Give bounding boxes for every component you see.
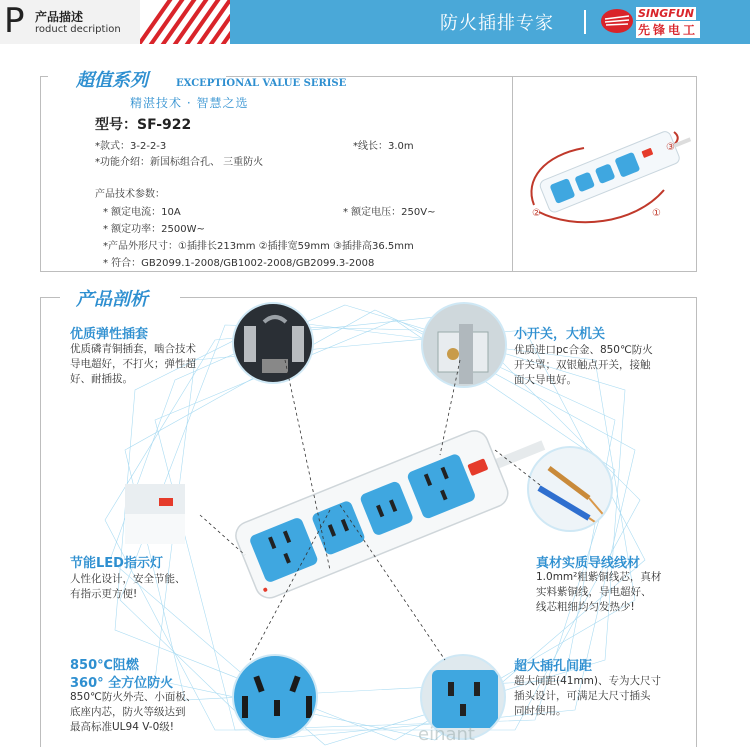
spec-divider: [512, 76, 513, 272]
page-header: [0, 0, 750, 44]
feature-4-title: 真材实质导线线材: [536, 556, 641, 571]
brand-name-en: SINGFUN: [638, 7, 694, 20]
spec-function: *功能介绍：新国标组合孔、 三重防火: [95, 157, 264, 168]
brand-logo: [600, 7, 740, 37]
section-title-cn: 产品描述: [35, 10, 84, 24]
feature-6-text: 超大间距(41mm)、专为大尺寸 插头设计，可满足大尺寸插头 同时使用。: [514, 675, 662, 717]
product-dimension-image: [514, 110, 696, 260]
brand-name-cn: 先锋电工: [638, 23, 699, 37]
spec-params-title: 产品技术参数：: [95, 189, 165, 200]
series-title: 超值系列: [76, 70, 148, 91]
dim-label-3: ③: [666, 142, 675, 153]
header-divider: [584, 10, 586, 34]
dim-label-2: ②: [532, 208, 541, 219]
header-stripes: [140, 0, 230, 44]
feature-2-title: 小开关，大机关: [514, 327, 606, 342]
section-label: [0, 0, 140, 44]
feature-1-text: 优质磷青铜插套，啮合技术 导电超好，不打火；弹性超 好、耐插拔。: [70, 343, 196, 385]
spec-standard: * 符合：GB2099.1-2008/GB1002-2008/GB2099.3-2008: [103, 258, 375, 269]
spec-power: * 额定功率：2500W~: [103, 224, 205, 235]
highlights-title: 产品剖析: [76, 289, 148, 310]
feature-3-title: 节能LED指示灯: [70, 556, 163, 571]
series-title-en: EXCEPTIONAL VALUE SERISE: [176, 78, 347, 89]
dim-label-1: ①: [652, 208, 661, 219]
led-closeup-image: [125, 484, 185, 544]
feature-6-title: 超大插孔间距: [514, 659, 593, 674]
feature-5-title: 850℃阻燃: [70, 658, 139, 673]
spec-size: *产品外形尺寸：①插排长213mm ②插排宽59mm ③插排高36.5mm: [103, 241, 414, 252]
section-title-en: roduct decription: [35, 24, 121, 35]
spec-voltage: * 额定电压：250V~: [343, 207, 436, 218]
model-number: 型号：SF-922: [95, 117, 192, 133]
brand-logo-icon: [600, 7, 634, 35]
feature-3-text: 人性化设计，安全节能、 有指示更方便!: [70, 573, 186, 600]
header-slogan: 防火插排专家: [440, 13, 554, 34]
watermark: einant: [418, 724, 475, 745]
feature-5-title2: 360° 全方位防火: [70, 676, 174, 691]
spec-cable: *线长：3.0m: [353, 141, 414, 152]
feature-4-text: 1.0mm²粗紫铜线芯，真材 实料紫铜线，导电超好、 线芯粗细均匀发热少!: [536, 571, 662, 613]
series-tagline: 精湛技术 · 智慧之选: [130, 96, 249, 110]
spec-style: *款式：3-2-2-3: [95, 141, 167, 152]
feature-1-title: 优质弹性插套: [70, 327, 149, 342]
section-letter: P: [4, 1, 25, 41]
feature-2-text: 优质进口pc合金、850℃防火 开关罩；双银触点开关，接触 面大导电好。: [514, 344, 653, 386]
feature-5-text: 850℃防火外壳、小面板、 底座内芯，防火等级达到 最高标准UL94 V-0级!: [70, 691, 197, 733]
spec-current: * 额定电流：10A: [103, 207, 181, 218]
